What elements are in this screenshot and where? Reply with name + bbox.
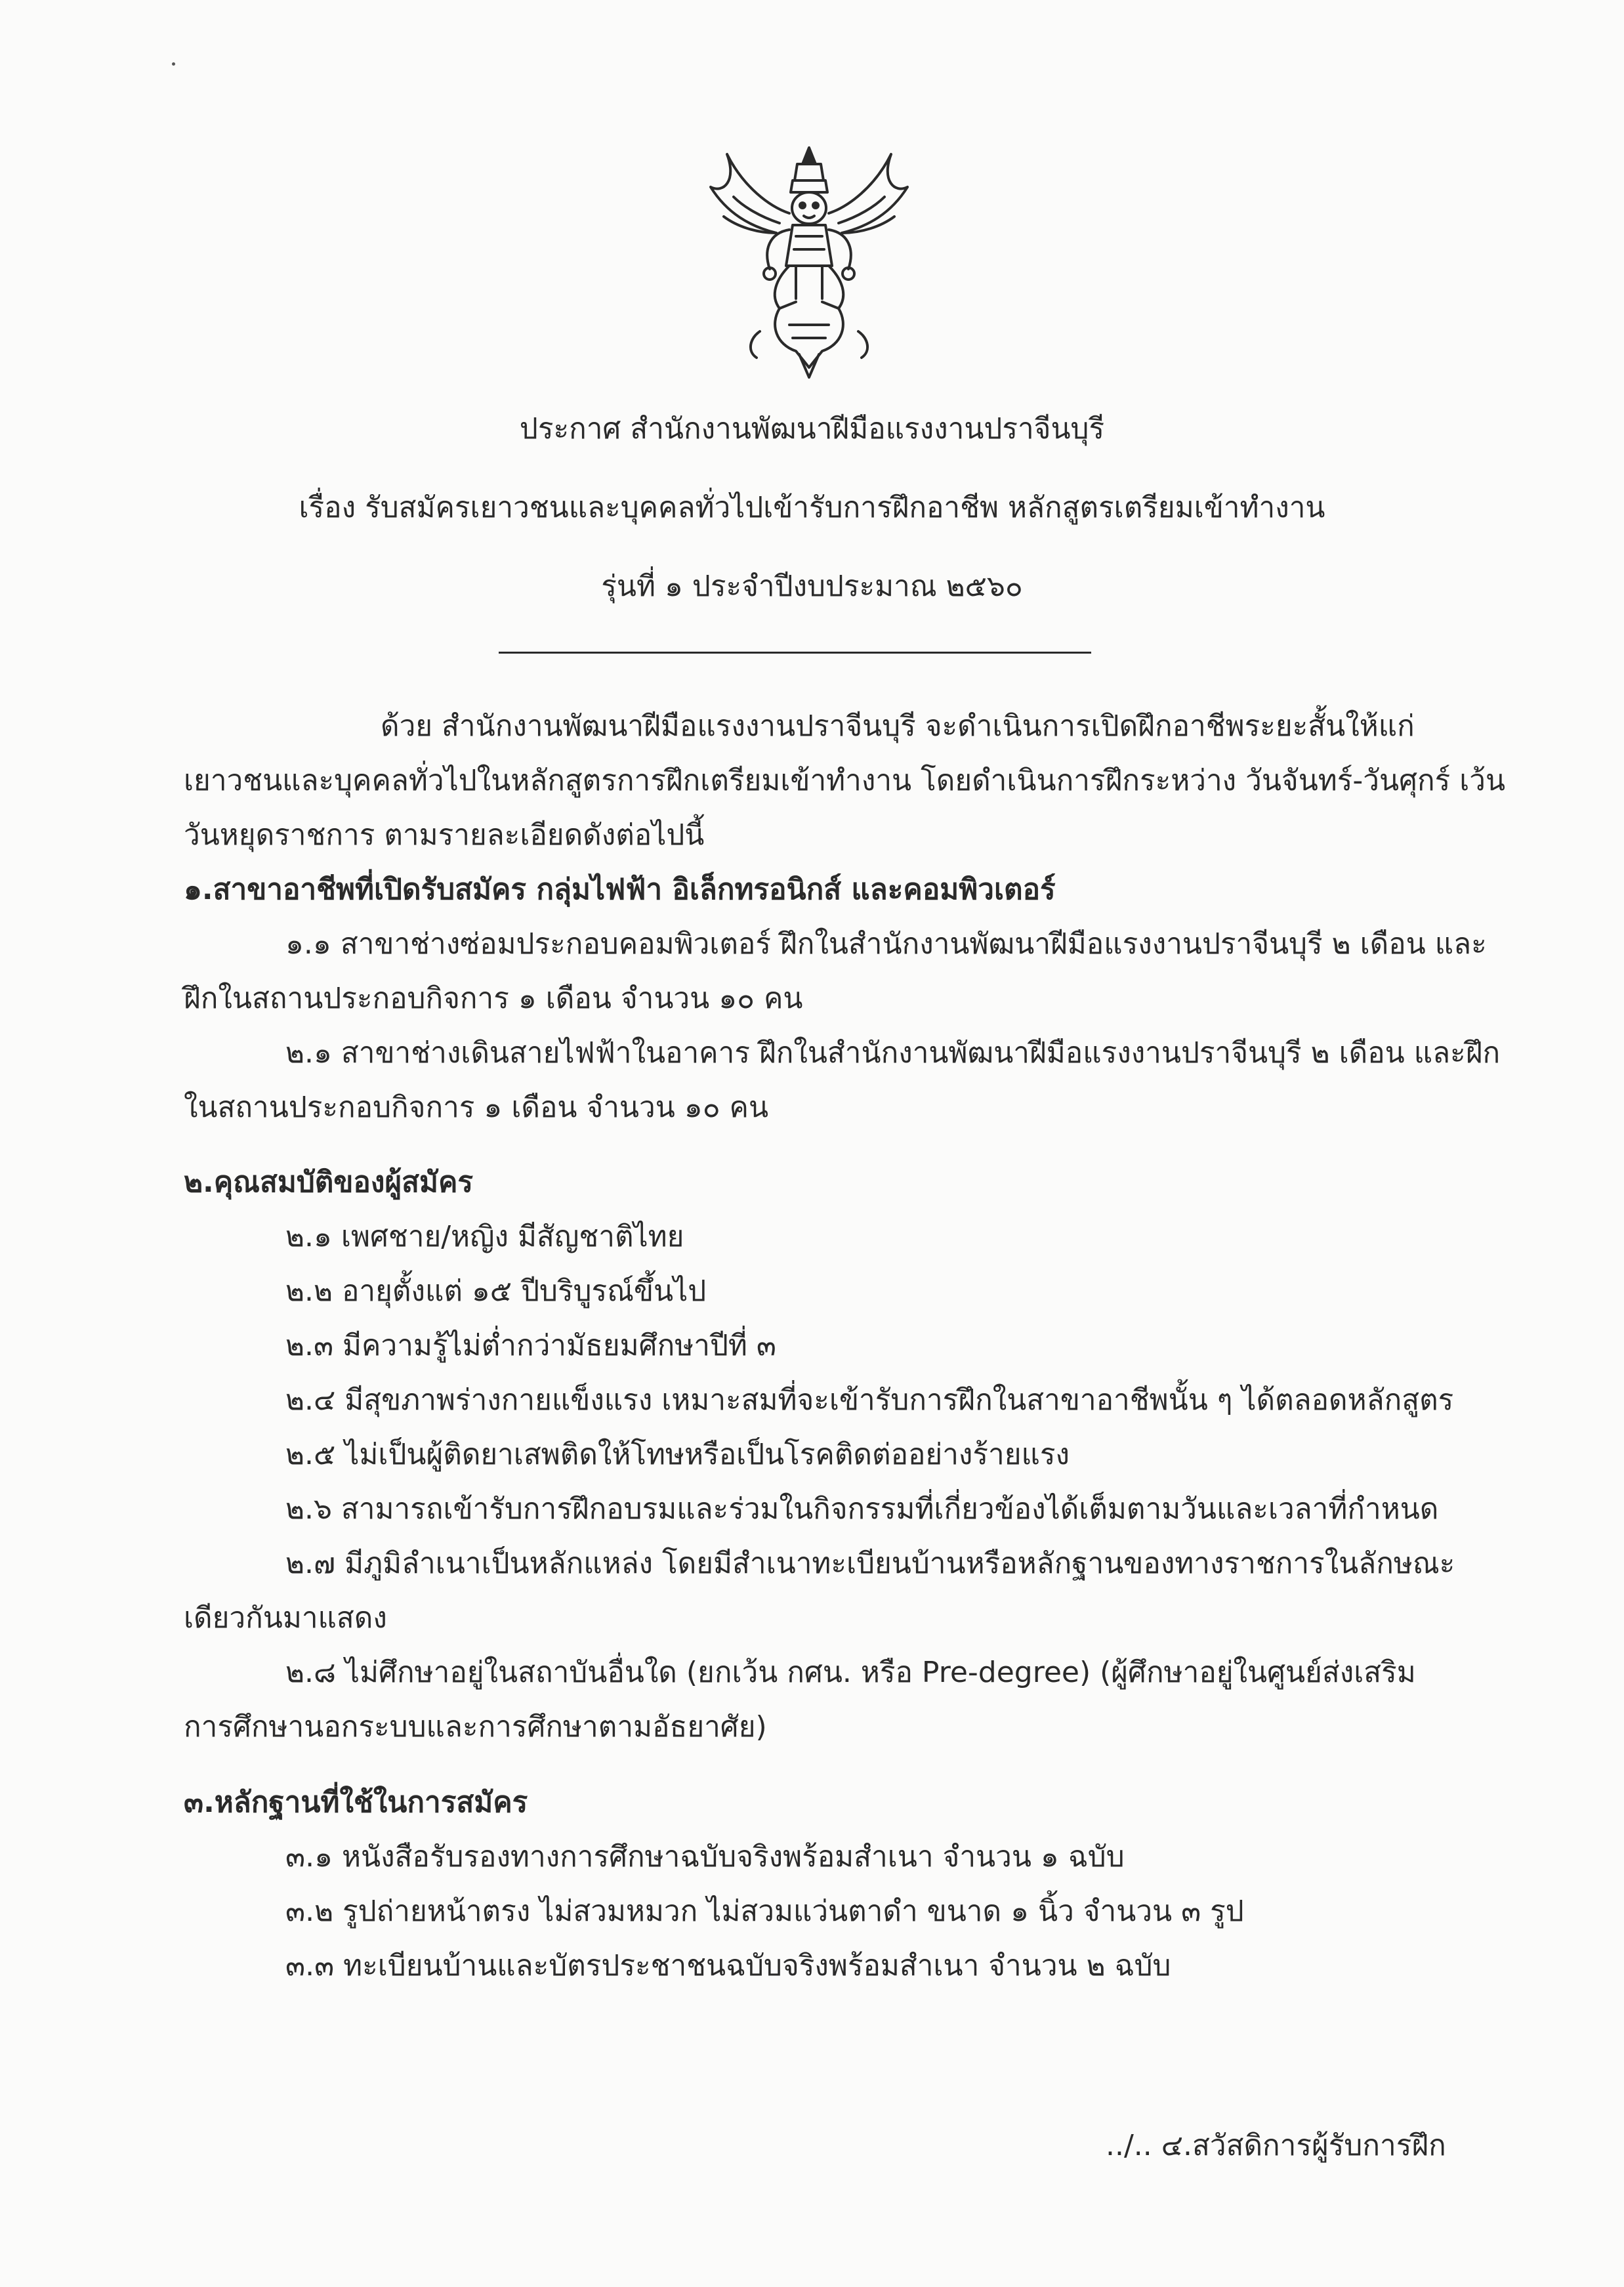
list-item-continuation: การศึกษานอกระบบและการศึกษาตามอัธยาศัย): [184, 1710, 767, 1744]
list-item-continuation: ในสถานประกอบกิจการ ๑ เดือน จำนวน ๑๐ คน: [184, 1091, 769, 1124]
header-divider: [499, 652, 1091, 654]
list-item: ๒.๔ มีสุขภาพร่างกายแข็งแรง เหมาะสมที่จะเข้ารับการฝึกในสาขาอาชีพนั้น ๆ ได้ตลอดหลักสูตร: [285, 1383, 1454, 1417]
list-item: ๒.๕ ไม่เป็นผู้ติดยาเสพติดให้โทษหรือเป็นโรคติดต่ออย่างร้ายแรง: [285, 1438, 1070, 1471]
list-item: ๒.๓ มีความรู้ไม่ต่ำกว่ามัธยมศึกษาปีที่ ๓: [285, 1329, 776, 1362]
list-item: ๒.๑ สาขาช่างเดินสายไฟฟ้าในอาคาร ฝึกในสำนักงานพัฒนาฝีมือแรงงานปราจีนบุรี ๒ เดือน และฝึก: [285, 1036, 1501, 1070]
scan-speck: [172, 62, 175, 66]
intro-line: วันหยุดราชการ ตามรายละเอียดดังต่อไปนี้: [184, 818, 705, 852]
list-item: ๒.๑ เพศชาย/หญิง มีสัญชาติไทย: [285, 1220, 684, 1253]
intro-line: ด้วย สำนักงานพัฒนาฝีมือแรงงานปราจีนบุรี จะดำเนินการเปิดฝึกอาชีพระยะสั้นให้แก่: [381, 709, 1415, 743]
garuda-emblem-icon: [697, 135, 921, 384]
announcement-subject: เรื่อง รับสมัครเยาวชนและบุคคลทั่วไปเข้ารับการฝึกอาชีพ หลักสูตรเตรียมเข้าทำงาน: [299, 491, 1325, 524]
announcement-title: ประกาศ สำนักงานพัฒนาฝีมือแรงงานปราจีนบุรี: [519, 412, 1105, 446]
list-item: ๑.๑ สาขาช่างซ่อมประกอบคอมพิวเตอร์ ฝึกในสำนักงานพัฒนาฝีมือแรงงานปราจีนบุรี ๒ เดือน และ: [285, 927, 1487, 961]
intro-line: เยาวชนและบุคคลทั่วไปในหลักสูตรการฝึกเตรียมเข้าทำงาน โดยดำเนินการฝึกระหว่าง วันจันทร์-วันศุกร์ เว้น: [184, 764, 1506, 797]
list-item: ๓.๑ หนังสือรับรองทางการศึกษาฉบับจริงพร้อมสำเนา จำนวน ๑ ฉบับ: [285, 1840, 1125, 1874]
list-item: ๒.๒ อายุตั้งแต่ ๑๕ ปีบริบูรณ์ขึ้นไป: [285, 1274, 707, 1308]
section-heading: ๒.คุณสมบัติของผู้สมัคร: [184, 1165, 474, 1199]
list-item-continuation: เดียวกันมาแสดง: [184, 1601, 387, 1635]
list-item: ๒.๘ ไม่ศึกษาอยู่ในสถาบันอื่นใด (ยกเว้น กศน. หรือ Pre-degree) (ผู้ศึกษาอยู่ในศูนย์ส่งเสริม: [285, 1656, 1416, 1689]
list-item: ๒.๗ มีภูมิลำเนาเป็นหลักแหล่ง โดยมีสำเนาทะเบียนบ้านหรือหลักฐานของทางราชการในลักษณะ: [285, 1547, 1455, 1580]
list-item: ๒.๖ สามารถเข้ารับการฝึกอบรมและร่วมในกิจกรรมที่เกี่ยวข้องได้เต็มตามวันและเวลาที่กำหนด: [285, 1492, 1439, 1526]
announcement-batch: รุ่นที่ ๑ ประจำปีงบประมาณ ๒๕๖๐: [601, 570, 1023, 603]
section-heading: ๓.หลักฐานที่ใช้ในการสมัคร: [184, 1786, 528, 1819]
section-heading: ๑.สาขาอาชีพที่เปิดรับสมัคร กลุ่มไฟฟ้า อิเล็กทรอนิกส์ และคอมพิวเตอร์: [184, 873, 1056, 906]
list-item: ๓.๒ รูปถ่ายหน้าตรง ไม่สวมหมวก ไม่สวมแว่นตาดำ ขนาด ๑ นิ้ว จำนวน ๓ รูป: [285, 1895, 1244, 1928]
list-item: ๓.๓ ทะเบียนบ้านและบัตรประชาชนฉบับจริงพร้อมสำเนา จำนวน ๒ ฉบับ: [285, 1949, 1171, 1983]
list-item-continuation: ฝึกในสถานประกอบกิจการ ๑ เดือน จำนวน ๑๐ คน: [184, 982, 803, 1015]
continued-on-next-page: ../.. ๔.สวัสดิการผู้รับการฝึก: [1106, 2129, 1446, 2162]
